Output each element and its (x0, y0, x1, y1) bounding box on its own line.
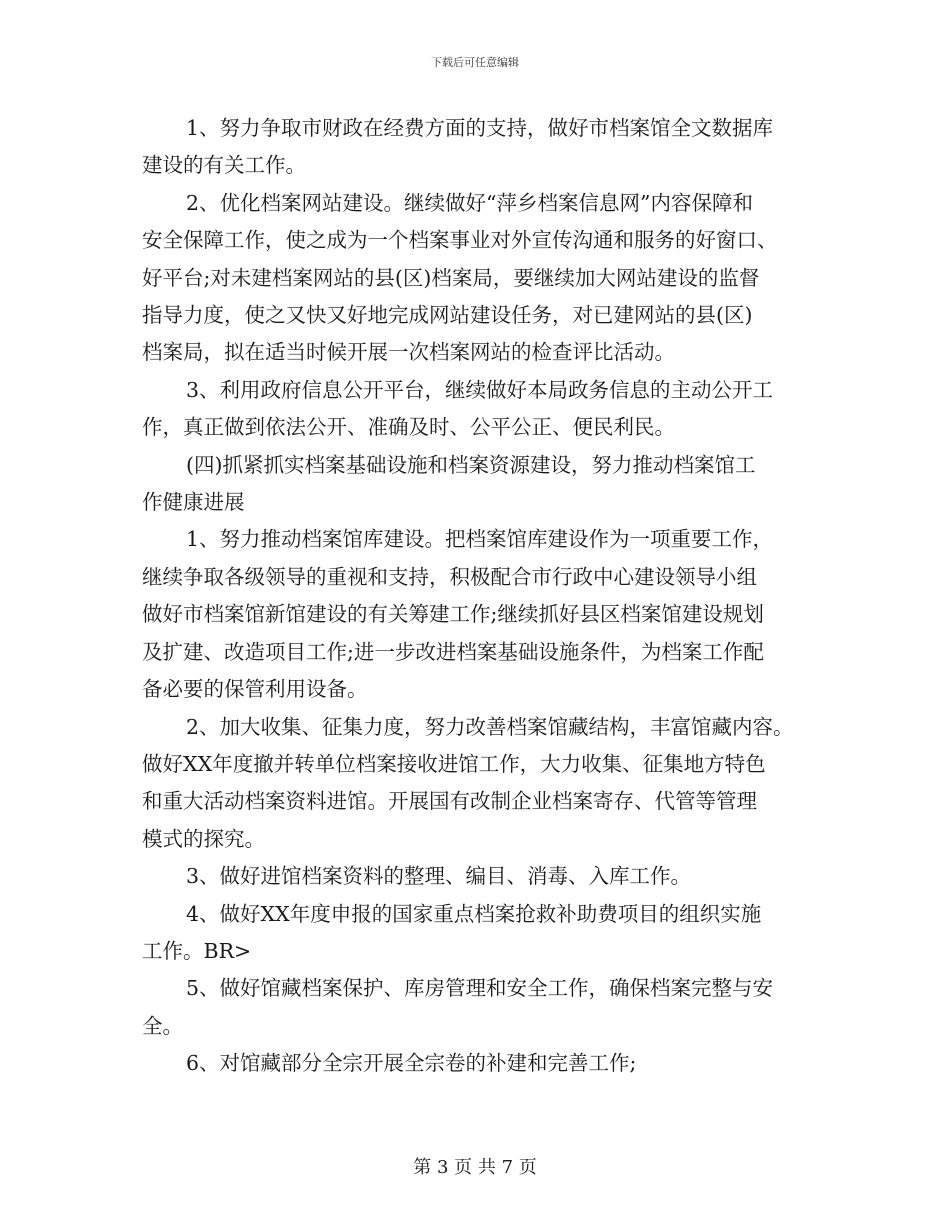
paragraph (142, 372, 812, 447)
text-line: 好平台;对未建档案网站的县(区)档案局，要继续加大网站建设的监督 (142, 265, 760, 290)
text-line: 2、优化档案网站建设。继续做好“萍乡档案信息网”内容保障和 (186, 190, 754, 215)
text-line: 继续争取各级领导的重视和支持，积极配合市行政中心建设领导小组 (142, 564, 757, 589)
text-line: 3、利用政府信息公开平台，继续做好本局政务信息的主动公开工 (186, 377, 774, 402)
text-line: 备必要的保管利用设备。 (142, 677, 368, 702)
paragraph (142, 970, 812, 1045)
text-line: 和重大活动档案资料进馆。开展国有改制企业档案寄存、代管等管理 (142, 789, 757, 814)
text-line: 2、加大收集、征集力度，努力改善档案馆藏结构，丰富馆藏内容。 (186, 714, 794, 739)
text-line: (四)抓紧抓实档案基础设施和档案资源建设，努力推动档案馆工 (186, 452, 756, 477)
text-line: 5、做好馆藏档案保护、库房管理和安全工作，确保档案完整与安 (186, 976, 774, 1001)
section-heading (142, 447, 812, 522)
text-line: 全。 (142, 1013, 183, 1038)
text-line: 档案局，拟在适当时候开展一次档案网站的检查评比活动。 (142, 340, 675, 365)
paragraph (142, 185, 812, 372)
text-line: 1、努力争取市财政在经费方面的支持，做好市档案馆全文数据库 (186, 116, 774, 140)
text-line: 及扩建、改造项目工作;进一步改进档案基础设施条件，为档案工作配 (142, 639, 764, 664)
paragraph (142, 1045, 812, 1082)
page-header: 下载后可任意编辑 (431, 56, 519, 69)
text-line: 作，真正做到依法公开、准确及时、公平公正、便民利民。 (142, 415, 675, 440)
paragraph (142, 110, 812, 185)
page-number: 第 3 页 共 7 页 (413, 1157, 537, 1178)
paragraph (142, 858, 812, 895)
text-line: 3、做好进馆档案资料的整理、编目、消毒、入库工作。 (186, 864, 692, 889)
text-line: 1、努力推动档案馆库建设。把档案馆库建设作为一项重要工作， (186, 527, 774, 552)
paragraph (142, 896, 812, 971)
paragraph (142, 709, 812, 859)
text-line: 安全保障工作，使之成为一个档案事业对外宣传沟通和服务的好窗口、 (142, 228, 778, 253)
text-line: 作健康进展 (142, 490, 245, 515)
text-line: 4、做好XX年度申报的国家重点档案抢救补助费项目的组织实施 (186, 901, 762, 926)
text-line: 指导力度，使之又快又好地完成网站建设任务，对已建网站的县(区) (142, 303, 753, 328)
text-line: 模式的探究。 (142, 826, 265, 851)
text-line: 做好XX年度撤并转单位档案接收进馆工作，大力收集、征集地方特色 (142, 751, 766, 776)
text-line: 6、对馆藏部分全宗开展全宗卷的补建和完善工作; (186, 1051, 637, 1076)
text-line: 工作。BR> (142, 938, 252, 963)
text-line: 做好市档案馆新馆建设的有关筹建工作;继续抓好县区档案馆建设规划 (142, 602, 764, 627)
text-line: 建设的有关工作。 (142, 153, 306, 178)
paragraph (142, 521, 812, 708)
document-body (142, 110, 812, 1083)
